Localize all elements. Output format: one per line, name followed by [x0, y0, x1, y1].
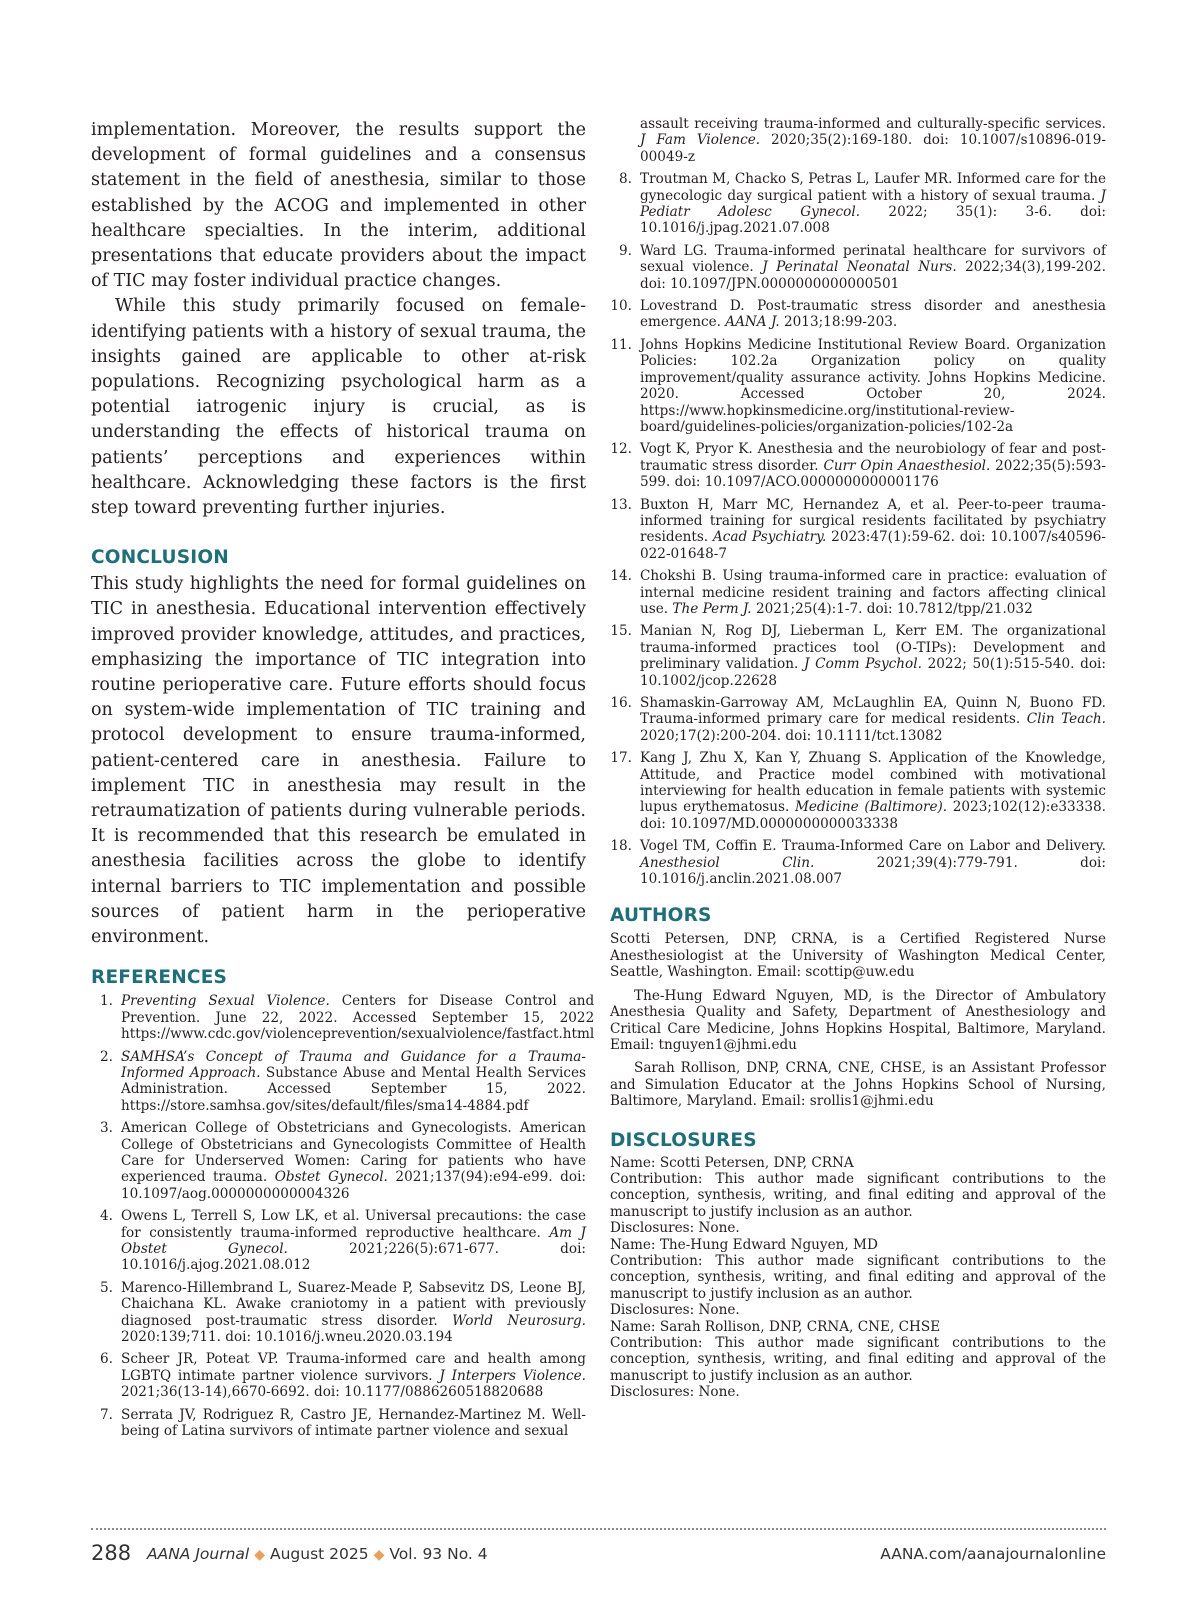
reference-detail: Manian N, Rog DJ, Lieberman L, Kerr EM. The organizational trauma-informed practices tool (O-TIPs): Development and preliminary validation.	[640, 623, 1106, 673]
reference-detail: 2020;35(2):169-180. doi: 10.1007/s10896-019-00049-z	[640, 132, 1106, 165]
reference-text	[121, 1120, 586, 1202]
reference-number: 4.	[100, 1208, 113, 1225]
reference-item	[610, 695, 1106, 744]
reference-text	[640, 116, 1106, 165]
reference-number: 17.	[610, 750, 632, 767]
reference-number: 1.	[100, 993, 113, 1010]
page-footer	[91, 1541, 1106, 1569]
reference-detail: 2022;35(5):593-599. doi: 10.1097/ACO.0000000000001176	[640, 457, 1106, 491]
reference-text	[640, 623, 1106, 689]
reference-source: Curr Opin Anaesthesiol.	[823, 457, 991, 474]
reference-detail: Lovestrand D. Post-traumatic stress disorder and anesthesia emergence.	[640, 298, 1106, 331]
page-number: 288	[91, 1541, 132, 1565]
references-heading: REFERENCES	[91, 967, 228, 989]
reference-detail: 2021;25(4):1-7. doi: 10.7812/tpp/21.032	[751, 600, 1033, 617]
reference-text	[640, 750, 1106, 832]
reference-detail: Chokshi B. Using trauma-informed care in practice: evaluation of internal medicine resident training and factors affecting clinical use.	[640, 568, 1106, 617]
reference-source: J Interpers Violence.	[439, 1367, 587, 1384]
reference-detail: 2020:139;711. doi: 10.1016/j.wneu.2020.03.194	[121, 1329, 453, 1346]
reference-detail: Vogt K, Pryor K. Anesthesia and the neurobiology of fear and post-traumatic stress disorder.	[640, 441, 1106, 474]
reference-detail: Buxton H, Marr MC, Hernandez A, et al. Peer-to-peer trauma-informed training for surgical residents facilitated by psychiatry residents.	[640, 496, 1106, 546]
conclusion-paragraph: This study highlights the need for formal guidelines on TIC in anesthesia. Educational intervention effectively improved provider knowledge, attitudes, and practices, emphasizing the importance of TIC integration into routine perioperative care. Future efforts should focus on system-wide implementation of TIC training and protocol development to ensure trauma-informed, patient-centered care in anesthesia. Failure to implement TIC in anesthesia may result in the retraumatization of patients during vulnerable periods. It is recommended that this research be emulated in anesthesia facilities across the globe to identify internal barriers to TIC implementation and possible sources of patient harm in the perioperative environment.	[91, 574, 586, 948]
reference-source: J Perinatal Neonatal Nurs.	[762, 259, 957, 276]
reference-item	[610, 568, 1106, 617]
reference-item	[91, 993, 595, 1043]
reference-detail: 2022; 50(1):515-540. doi: 10.1002/jcop.22628	[640, 656, 1106, 689]
reference-detail: 2021;39(4):779-791. doi: 10.1016/j.anclin.2021.08.007	[640, 854, 1106, 888]
reference-text	[640, 243, 1106, 292]
right-column	[610, 116, 1106, 1401]
reference-item	[610, 838, 1106, 887]
reference-detail: Shamaskin-Garroway AM, McLaughlin EA, Quinn N, Buono FD. Trauma-informed primary care for medical residents.	[640, 695, 1106, 728]
reference-source: Clin Teach.	[1026, 711, 1106, 728]
reference-detail: Serrata JV, Rodriguez R, Castro JE, Hernandez-Martinez M. Well-being of Latina survivors of intimate partner violence and sexual	[121, 1406, 586, 1440]
reference-detail: Marenco-Hillembrand L, Suarez-Meade P, Sabsevitz DS, Leone BJ, Chaichana KL. Awake craniotomy in a patient with previously diagnosed post-traumatic stress disorder.	[121, 1279, 586, 1329]
reference-item	[610, 116, 1106, 165]
reference-source: Obstet Gynecol.	[274, 1169, 388, 1186]
disclosure-block	[610, 1155, 1106, 1237]
reference-source: J Pediatr Adolesc Gynecol.	[640, 187, 1106, 221]
reference-detail: Scheer JR, Poteat VP. Trauma-informed care and health among LGBTQ intimate partner violence survivors.	[121, 1351, 586, 1384]
reference-source: Anesthesiol Clin.	[640, 854, 815, 871]
reference-text	[121, 1208, 586, 1274]
reference-text	[640, 298, 1106, 331]
reference-number: 6.	[100, 1351, 113, 1368]
reference-source: World Neurosurg.	[452, 1312, 586, 1329]
diamond-icon: ◆	[373, 1547, 385, 1563]
reference-detail: assault receiving trauma-informed and culturally-specific services.	[640, 116, 1106, 132]
body-paragraph: While this study primarily focused on female-identifying patients with a history of sexual trauma, the insights gained are applicable to other at-risk populations. Recognizing psychological harm as a potential iatrogenic injury is crucial, as is understanding the effects of historical trauma on patients’ perceptions and experiences within healthcare. Acknowledging these factors is the first step toward preventing further injuries.	[91, 296, 586, 519]
reference-item	[610, 337, 1106, 435]
reference-detail: 2023;102(12):e33338. doi: 10.1097/MD.0000000000033338	[640, 799, 1106, 832]
authors-heading: AUTHORS	[610, 905, 712, 927]
reference-source: Acad Psychiatry.	[712, 529, 827, 546]
reference-text	[640, 838, 1106, 887]
reference-number: 14.	[610, 568, 632, 585]
reference-item	[91, 1407, 586, 1440]
reference-number: 5.	[100, 1279, 113, 1296]
reference-text	[640, 337, 1106, 435]
reference-number: 8.	[619, 171, 632, 188]
reference-source: SAMHSA’s Concept of Trauma and Guidance for a Trauma-Informed Approach.	[121, 1048, 586, 1081]
reference-number: 13.	[610, 496, 632, 513]
disclosure-statement: Disclosures: None.	[610, 1302, 740, 1319]
reference-item	[610, 298, 1106, 331]
author-bio: The-Hung Edward Nguyen, MD, is the Director of Ambulatory Anesthesia Quality and Safety, Department of Anesthesiology and Critical Care Medicine, Johns Hopkins Hospital, Baltimore, Maryland. Email: tnguyen1@jhmi.edu	[610, 987, 1106, 1053]
disclosure-contribution: Contribution: This author made significant contributions to the conception, synthesis, writing, and final editing and approval of the manuscript to justify inclusion as an author.	[610, 1335, 1106, 1384]
reference-item	[610, 750, 1106, 832]
reference-detail: 2022;34(3),199-202. doi: 10.1097/JPN.0000000000000501	[640, 259, 1106, 292]
reference-detail: Vogel TM, Coffin E. Trauma-Informed Care on Labor and Delivery.	[640, 838, 1106, 855]
disclosure-statement: Disclosures: None.	[610, 1384, 740, 1401]
reference-detail: American College of Obstetricians and Gynecologists. American College of Obstetricians and Gynecologists Committee of Health Care for Underserved Women: Caring for patients who have experienced trauma.	[121, 1120, 586, 1186]
reference-detail: Troutman M, Chacko S, Petras L, Laufer MR. Informed care for the gynecologic day surgical patient with a history of sexual trauma.	[640, 171, 1106, 204]
reference-detail: Johns Hopkins Medicine Institutional Review Board. Organization Policies: 102.2a Organization policy on quality improvement/quality assurance activity. Johns Hopkins Medicine. 2020. Accessed October 20, 2024. https://www.hopkinsmedicine.org/institutional-review-board/guidelines-policies/organization-policies/102-2a	[640, 336, 1106, 435]
reference-source: J Fam Violence.	[640, 132, 761, 149]
reference-detail: Kang J, Zhu X, Kan Y, Zhuang S. Application of the Knowledge, Attitude, and Practice model combined with motivational interviewing for health education in female patients with systemic lupus erythematosus.	[640, 750, 1106, 816]
disclosure-name: Name: Scotti Petersen, DNP, CRNA	[610, 1154, 854, 1171]
reference-source: Medicine (Baltimore).	[794, 799, 948, 816]
journal-website-link[interactable]: AANA.com/aanajournalonline	[880, 1545, 1106, 1563]
issue-date: August 2025	[270, 1545, 369, 1563]
reference-item	[91, 1280, 586, 1346]
reference-number: 18.	[610, 838, 632, 855]
reference-detail: Ward LG. Trauma-informed perinatal healthcare for survivors of sexual violence.	[640, 242, 1106, 276]
reference-number: 11.	[610, 336, 632, 353]
reference-item	[91, 1208, 586, 1274]
disclosure-contribution: Contribution: This author made significant contributions to the conception, synthesis, writing, and final editing and approval of the manuscript to justify inclusion as an author.	[610, 1170, 1106, 1220]
disclosure-name: Name: Sarah Rollison, DNP, CRNA, CNE, CHSE	[610, 1318, 941, 1335]
journal-name: AANA Journal	[147, 1545, 250, 1563]
reference-source: Am J Obstet Gynecol.	[121, 1224, 586, 1257]
reference-item	[91, 1120, 586, 1202]
reference-text	[121, 1049, 586, 1115]
reference-item	[91, 1049, 586, 1115]
reference-detail: 2023:47(1):59-62. doi: 10.1007/s40596-022-01648-7	[640, 529, 1106, 562]
reference-number: 7.	[100, 1406, 113, 1423]
body-paragraph: implementation. Moreover, the results support the development of formal guidelines and a consensus statement in the field of anesthesia, similar to those established by the ACOG and implemented in other healthcare specialties. In the interim, additional presentations that educate providers about the impact of TIC may foster individual practice changes.	[91, 120, 586, 292]
reference-number: 2.	[100, 1048, 113, 1065]
diamond-icon: ◆	[254, 1547, 265, 1563]
author-bio: Scotti Petersen, DNP, CRNA, is a Certified Registered Nurse Anesthesiologist at the University of Washington Medical Center, Seattle, Washington. Email: scottip@uw.edu	[610, 931, 1106, 981]
left-column	[91, 118, 595, 1445]
conclusion-heading: CONCLUSION	[91, 547, 229, 569]
reference-number: 15.	[610, 623, 632, 640]
disclosure-contribution: Contribution: This author made significant contributions to the conception, synthesis, writing, and final editing and approval of the manuscript to justify inclusion as an author.	[610, 1252, 1106, 1302]
reference-text	[640, 695, 1106, 744]
disclosure-statement: Disclosures: None.	[610, 1220, 740, 1237]
reference-source: J Comm Psychol.	[804, 656, 922, 673]
reference-text	[640, 568, 1106, 617]
reference-detail: Owens L, Terrell S, Low LK, et al. Universal precautions: the case for consistently trauma-informed reproductive healthcare.	[121, 1208, 586, 1241]
reference-number: 12.	[610, 441, 632, 458]
disclosure-block	[610, 1319, 1106, 1401]
reference-source: Preventing Sexual Violence.	[121, 993, 330, 1010]
reference-number: 16.	[610, 695, 632, 711]
reference-number: 3.	[100, 1120, 113, 1137]
reference-list-continued	[610, 116, 1106, 887]
reference-detail: Centers for Disease Control and Prevention. June 22, 2022. Accessed September 15, 2022 https://www.cdc.gov/violenceprevention/sexualviolence/fastfact.html	[121, 993, 595, 1043]
disclosure-block	[610, 1237, 1106, 1319]
reference-item	[610, 623, 1106, 689]
reference-source: AANA J.	[725, 314, 780, 331]
reference-text	[121, 1280, 586, 1346]
reference-item	[610, 441, 1106, 490]
reference-text	[121, 1407, 586, 1440]
reference-item	[610, 243, 1106, 292]
reference-source: The Perm J.	[672, 600, 752, 617]
reference-detail: 2021;137(94):e94-e99. doi: 10.1097/aog.0000000000004326	[121, 1169, 586, 1202]
reference-text	[640, 441, 1106, 490]
reference-text	[640, 171, 1106, 237]
reference-detail: 2020;17(2):200-204. doi: 10.1111/tct.13082	[640, 727, 943, 744]
issue-volume: Vol. 93 No. 4	[389, 1545, 488, 1563]
reference-list	[91, 993, 595, 1440]
reference-item	[610, 497, 1106, 563]
reference-text	[121, 1351, 586, 1400]
reference-detail: 2021;36(13-14),6670-6692. doi: 10.1177/0886260518820688	[121, 1384, 544, 1401]
reference-number: 10.	[610, 298, 632, 315]
reference-number: 9.	[619, 242, 632, 259]
reference-text	[121, 993, 594, 1042]
reference-item	[610, 171, 1106, 237]
reference-detail: 2013;18:99-203.	[779, 314, 898, 331]
author-bio: Sarah Rollison, DNP, CRNA, CNE, CHSE, is an Assistant Professor and Simulation Educator at the Johns Hopkins School of Nursing, Baltimore, Maryland. Email: srollis1@jhmi.edu	[610, 1060, 1106, 1110]
reference-item	[91, 1351, 586, 1400]
reference-detail: 2022; 35(1): 3-6. doi: 10.1016/j.jpag.2021.07.008	[640, 204, 1106, 237]
reference-detail: Substance Abuse and Mental Health Services Administration. Accessed September 15, 2022. https://store.samhsa.gov/sites/default/files/sma14-4884.pdf	[121, 1064, 586, 1114]
journal-citation	[147, 1545, 488, 1563]
footer-divider	[91, 1528, 1106, 1530]
disclosures-heading: DISCLOSURES	[610, 1129, 757, 1151]
reference-detail: 2021;226(5):671-677. doi: 10.1016/j.ajog.2021.08.012	[121, 1240, 586, 1274]
disclosure-name: Name: The-Hung Edward Nguyen, MD	[610, 1236, 878, 1253]
reference-text	[640, 497, 1106, 563]
